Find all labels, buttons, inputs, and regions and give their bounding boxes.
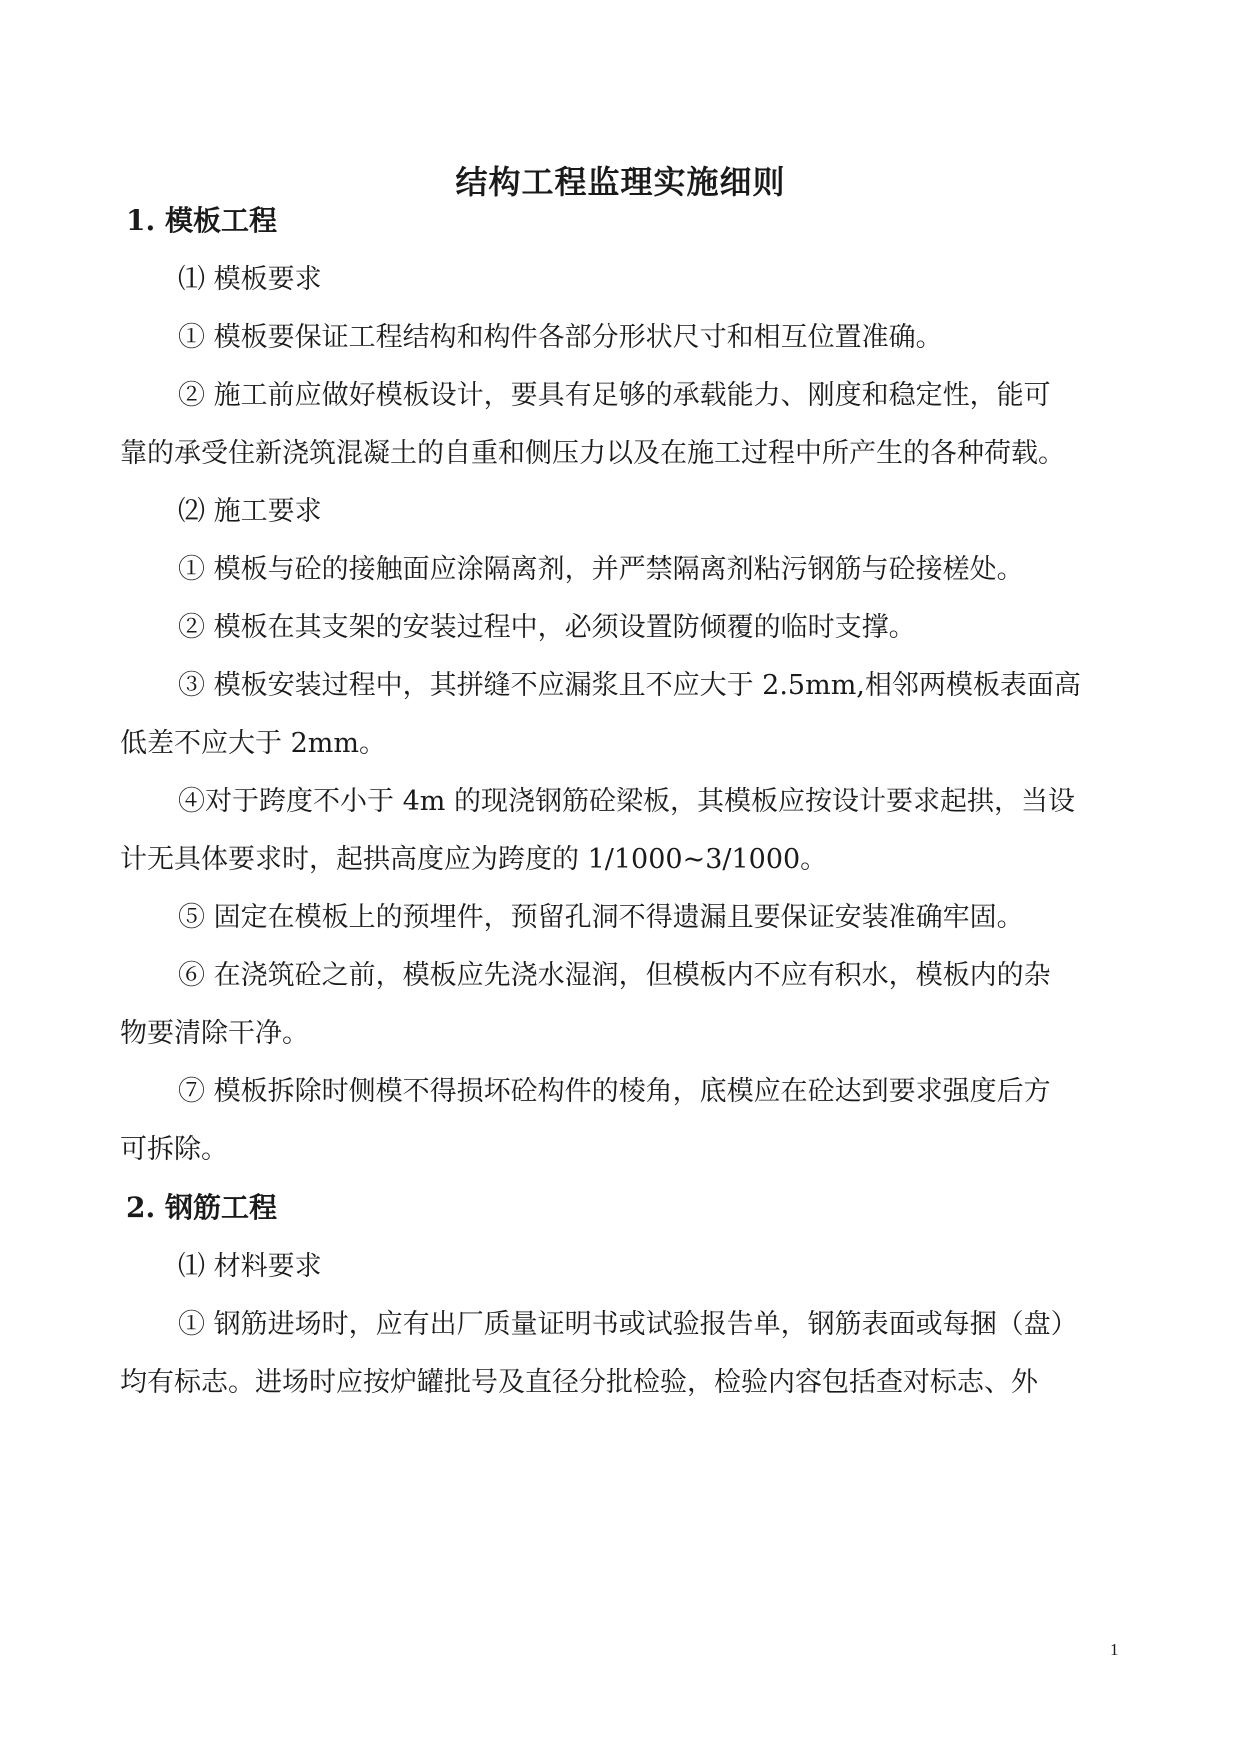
section-heading-rebar: 2. 钢筋工程 <box>126 1191 277 1224</box>
paragraph-line: 低差不应大于 2mm。 <box>120 728 386 759</box>
paragraph-line: 靠的承受住新浇筑混凝土的自重和侧压力以及在施工过程中所产生的各种荷载。 <box>120 438 1065 469</box>
section-heading-formwork: 1. 模板工程 <box>126 204 277 237</box>
paragraph-line: ④对于跨度不小于 4m 的现浇钢筋砼梁板，其模板应按设计要求起拱，当设 <box>178 786 1075 817</box>
page-number: 1 <box>1110 1640 1119 1659</box>
subsection-heading: ⑵ 施工要求 <box>178 496 322 527</box>
subsection-heading: ⑴ 材料要求 <box>178 1251 322 1282</box>
subsection-heading: ⑴ 模板要求 <box>178 264 322 295</box>
paragraph-line: 物要清除干净。 <box>120 1018 309 1049</box>
paragraph-line: 计无具体要求时，起拱高度应为跨度的 1/1000~3/1000。 <box>120 844 828 875</box>
paragraph-line: ⑦ 模板拆除时侧模不得损坏砼构件的棱角，底模应在砼达到要求强度后方 <box>178 1076 1051 1107</box>
document-title: 结构工程监理实施细则 <box>455 163 786 201</box>
paragraph-line: ② 模板在其支架的安装过程中，必须设置防倾覆的临时支撑。 <box>178 612 916 643</box>
paragraph-line: ③ 模板安装过程中，其拼缝不应漏浆且不应大于 2.5mm,相邻两模板表面高 <box>178 670 1081 701</box>
paragraph-line: ⑥ 在浇筑砼之前，模板应先浇水湿润，但模板内不应有积水，模板内的杂 <box>178 960 1051 991</box>
paragraph-line: ① 模板与砼的接触面应涂隔离剂，并严禁隔离剂粘污钢筋与砼接槎处。 <box>178 554 1024 585</box>
paragraph-line: ① 钢筋进场时，应有出厂质量证明书或试验报告单，钢筋表面或每捆（盘） <box>178 1309 1078 1340</box>
paragraph-line: 均有标志。进场时应按炉罐批号及直径分批检验，检验内容包括查对标志、外 <box>120 1367 1038 1398</box>
paragraph-line: ① 模板要保证工程结构和构件各部分形状尺寸和相互位置准确。 <box>178 322 943 353</box>
paragraph-line: ⑤ 固定在模板上的预埋件，预留孔洞不得遗漏且要保证安装准确牢固。 <box>178 902 1024 933</box>
paragraph-line: ② 施工前应做好模板设计，要具有足够的承载能力、刚度和稳定性，能可 <box>178 380 1051 411</box>
paragraph-line: 可拆除。 <box>120 1134 228 1165</box>
